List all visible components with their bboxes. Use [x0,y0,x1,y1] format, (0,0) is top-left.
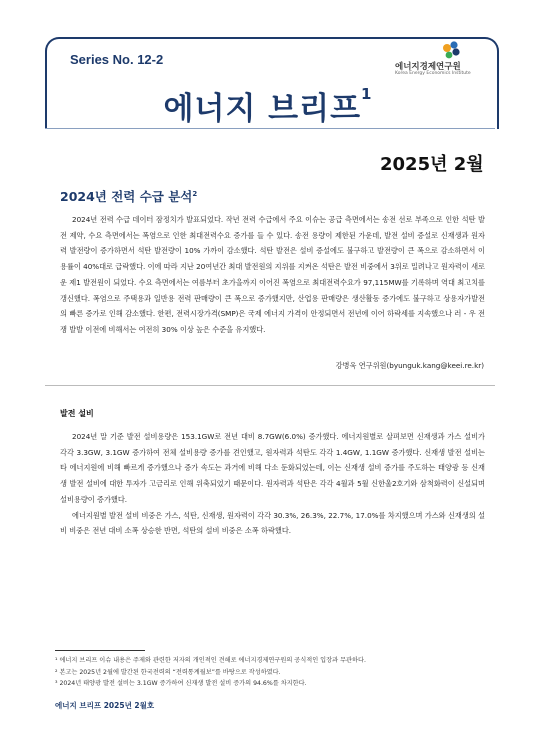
subsection-body [60,429,485,539]
header-frame-bottom [45,128,495,129]
page-footer: 에너지 브리프 2025년 2월호 [55,701,155,710]
org-name-en: Korea Energy Economics Institute [395,71,471,76]
author-line: 강병욱 연구위원(byunguk.kang@keei.re.kr) [335,361,484,370]
abstract-text: 2024년 전력 수급 데이터 잠정치가 발표되었다. 작년 전력 수급에서 주요 이슈는 공급 측면에서는 송전 선로 부족으로 인한 석탄 발전 제약, 수요 측면에서는 폭염으로 인한 최대전력수요 증가를 들 수 있다. 송전 용량이 제한된 가운데, 발전 설비 증설로 신재생과 원자력 발전량이 증가하면서 석탄 발전량이 10% 가까이 감소했다. 석탄 발전은 설비 증설에도 불구하고 발전량이 큰 폭으로 감소하면서 이용률이 40%대로 급락했다. 이에 따라 지난 20여년간 최대 발전원의 지위를 지켜온 석탄은 발전 비중에서 3위로 밀려나고 원자력이 새로운 제1 발전원이 되었다. 수요 측면에서는 여름부터 초가을까지 이어진 폭염으로 최대전력수요가 97,115MW를 기록하며 역대 최고치를 갱신했다. 폭염으로 주택용과 일반용 전력 판매량이 큰 폭으로 증가했지만, 산업용 판매량은 생산활동 증가에도 불구하고 상용자가발전의 빠른 증가로 인해 감소했다. 한편, 전력시장가격(SMP)은 국제 에너지 가격이 안정되면서 전년에 이어 하락세를 지속했으나 러 - 우 전쟁 발발 이전에 비해서는 여전히 30% 이상 높은 수준을 유지했다. [60,215,485,334]
subsection-title: 발전 설비 [60,409,94,418]
page-title: 에너지 브리프$^1$ [163,85,373,127]
footnote: ¹ 에너지 브리프 이슈 내용은 주제와 관련한 저자의 개인적인 견해로 에너지경제연구원의 공식적인 입장과 무관하다. [55,657,366,664]
issue-date: 2025년 2월 [380,154,484,175]
org-name: 에너지경제연구원 [395,62,461,72]
footnotes [55,655,485,690]
footnote: ² 본고는 2025년 2월에 발간된 한국전력의 “전력통계월보”를 바탕으로 작성하였다. [55,668,281,676]
paragraph: 2024년 말 기준 발전 설비용량은 153.1GW로 전년 대비 8.7GW(6.0%) 증가했다. 에너지원별로 살펴보면 신재생과 가스 설비가 각각 3.3GW, 3.1GW 증가하여 전체 설비용량 증가를 견인했고, 원자력과 석탄도 각각 1.4GW, 1.1GW 증가했다. 신재생 발전 설비는 타 에너지원에 비해 빠르게 증가했으나 증가 속도는 과거에 비해 다소 둔화되었는데, 이는 신재생 설비 증가를 주도하는 태양광 등 신재생 발전 설비에 대한 투자가 고금리로 인해 위축되었기 때문이다. 원자력과 석탄은 각각 4월과 5월 신한울2호기와 삼척화력이 신설되며 설비용량이 증가했다. [60,432,485,504]
footnote: ³ 2024년 태양광 발전 설비는 3.1GW 증가하여 신재생 발전 설비 증가의 94.6%를 차지한다. [55,680,307,687]
paragraph: 에너지원별 발전 설비 비중은 가스, 석탄, 신재생, 원자력이 각각 30.3%, 26.3%, 22.7%, 17.0%를 차지했으며 가스와 신재생의 설비 비중은 전년 대비 소폭 상승한 반면, 석탄의 설비 비중은 소폭 하락했다. [60,510,485,536]
divider [45,385,495,386]
series-number: Series No. 12-2 [70,52,164,67]
footnote-rule [55,650,145,651]
section-title: 2024년 전력 수급 분석$^2$ [60,189,198,204]
